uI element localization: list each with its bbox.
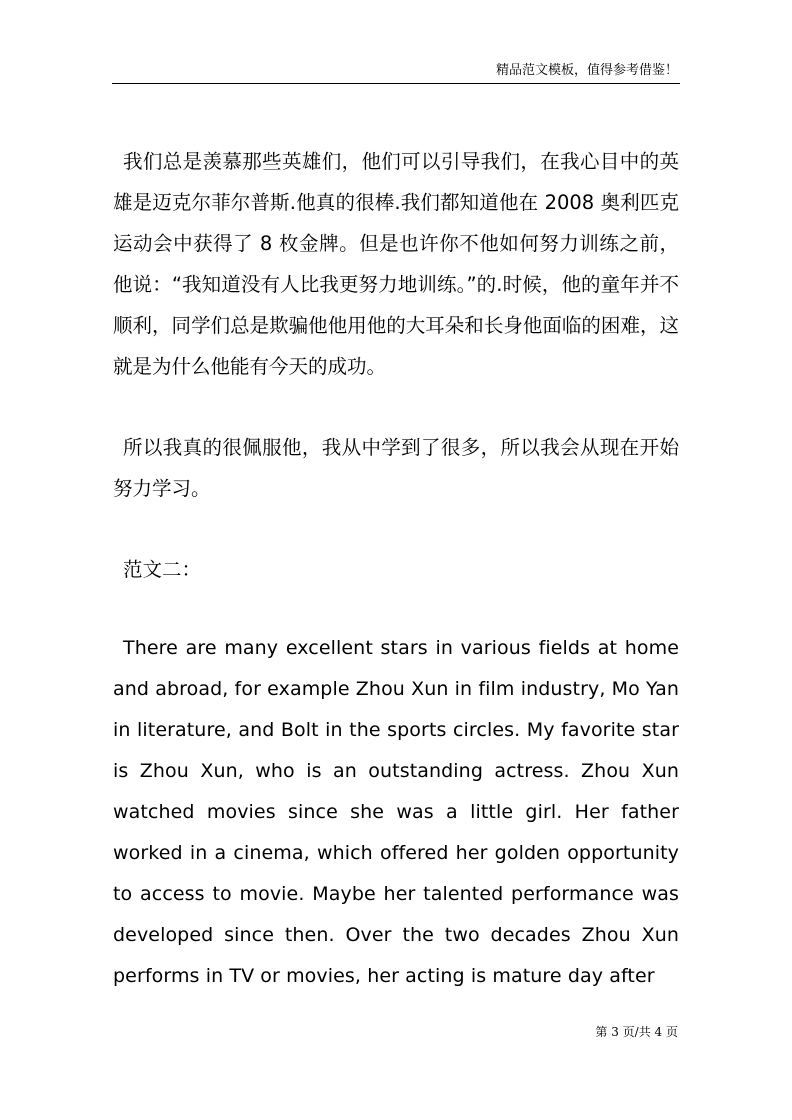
section-heading-sample-two: 范文二： [123,558,202,581]
paragraph-english-essay: There are many excellent stars in various fields at home and abroad, for example Zhou Xun in film industry, Mo Yan in literature, and Bolt in the sports circles. My favorite star is Zhou Xun, who is an outstanding actress. Zhou Xun watched movies since she was a little girl. Her father worked in a cinema, which offered her golden opportunity to access to movie. Maybe her talented performance was developed since then. Over the two decades Zhou Xun performs in TV or movies, her acting is mature day after [113,637,679,987]
document-body [113,141,679,1037]
paragraph-admiration: 所以我真的很佩服他，我从中学到了很多，所以我会从现在开始努力学习。 [113,436,679,500]
header-divider [112,83,680,84]
page-header-text: 精品范文模板，值得参考借鉴！ [495,63,678,78]
page-number-footer: 第 3 页/共 4 页 [595,1025,678,1039]
paragraph-hero-phelps: 我们总是羡慕那些英雄们，他们可以引导我们，在我心目中的英雄是迈克尔菲尔普斯.他真的很棒.我们都知道他在 2008 奥利匹克运动会中获得了 8 枚金牌。但是也许你不他如何努力训练之前，他说：“我知道没有人比我更努力地训练。”的.时候，他的童年并不顺利，同学们总是欺骗他他用他的大耳朵和长身他面临的困难，这就是为什么他能有今天的成功。 [113,150,679,378]
